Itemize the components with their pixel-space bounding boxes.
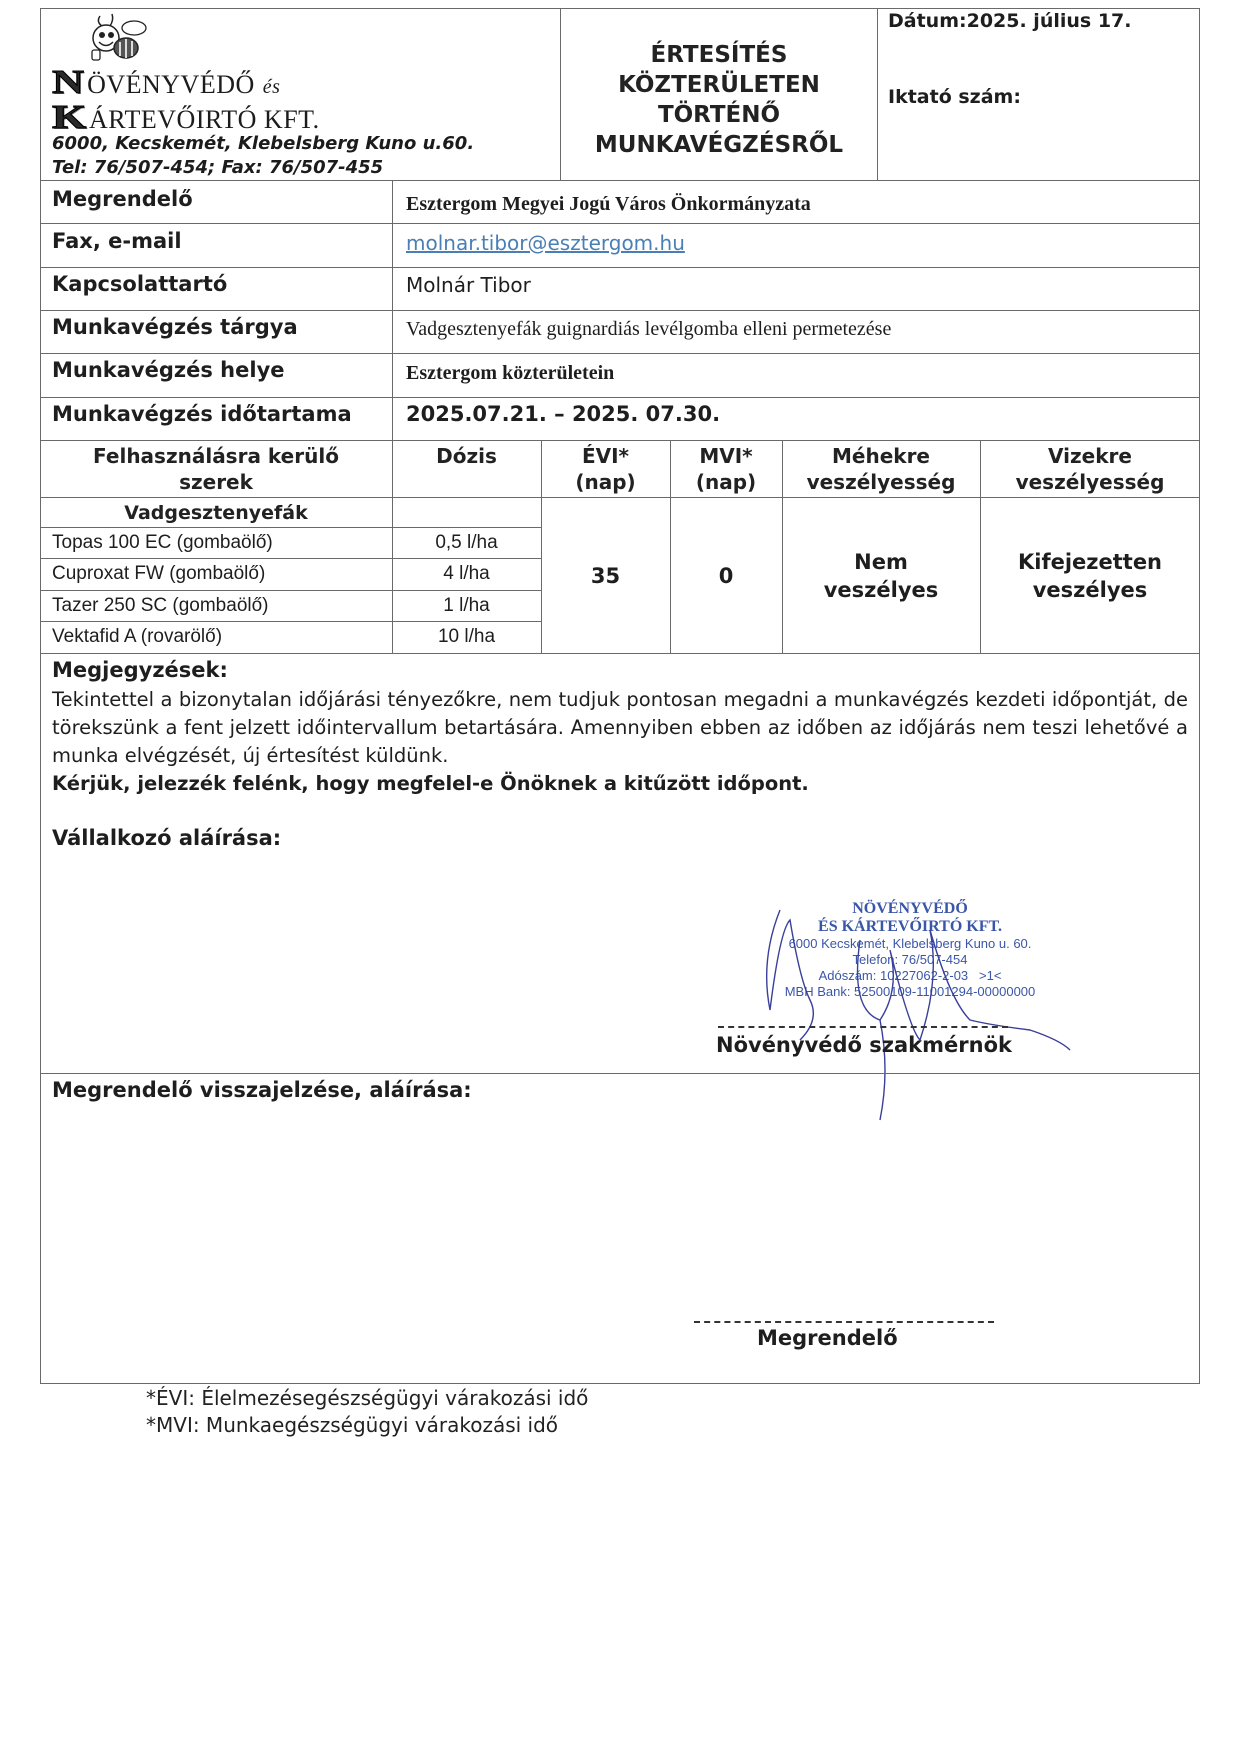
company-name-es: és [262,76,281,98]
stamp-line-1: NÖVÉNYVÉDŐ [852,900,968,917]
work-duration-value: 2025.07.21. – 2025. 07.30. [406,402,721,426]
contractor-signature-heading: Vállalkozó aláírása: [52,826,282,850]
row-rule [40,267,1200,268]
document-title [562,40,876,160]
email-link[interactable]: molnar.tibor@esztergom.hu [406,231,685,255]
stamp-line-6: MBH Bank: 52500109-11001294-00000000 [784,984,1036,999]
col-header-evi [541,443,670,495]
title-line-3: TÖRTÉNŐ [657,102,781,128]
work-duration-label: Munkavégzés időtartama [52,402,352,426]
product-name: Topas 100 EC (gombaölő) [52,532,273,553]
col-header-agents-line-1: Felhasználásra kerülő [93,444,339,468]
stamp-mark: >1< [979,968,1002,983]
product-dose: 10 l/ha [437,626,496,647]
header-bottom-rule [40,180,1200,181]
customer-section-rule [40,1073,1200,1074]
col-header-mvi-line-1: MVI* [699,444,753,468]
contact-person-label: Kapcsolattartó [52,272,228,296]
stamp-line-4: Telefon: 76/507-454 [852,952,968,967]
mvi-value: 0 [718,564,734,588]
work-location-label: Munkavégzés helye [52,358,285,382]
bees-hazard-line-2: veszélyes [823,578,939,602]
company-name-line-1 [52,64,280,102]
table-row-rule [40,590,541,591]
table-row-rule [40,558,541,559]
table-bottom-rule [40,653,1200,654]
company-address: 6000, Kecskemét, Klebelsberg Kuno u.60. [52,133,475,154]
work-subject-value: Vadgesztenyefák guignardiás levélgomba elleni permetezése [406,318,892,340]
stamp-tax-number: Adószám: 10227062-2-03 [818,968,969,983]
work-location-value: Esztergom közterületein [406,362,615,384]
product-dose: 0,5 l/ha [435,532,498,553]
customer-signature-line [694,1321,994,1323]
company-phone-fax: Tel: 76/507-454; Fax: 76/507-455 [52,157,384,178]
footnote-mvi: *MVI: Munkaegészségügyi várakozási idő [146,1413,559,1437]
col-header-water-line-2: veszélyesség [1015,470,1165,494]
stamp-line-2: ÉS KÁRTEVŐIRTÓ KFT. [818,918,1002,935]
customer-label: Megrendelő [52,187,193,211]
col-header-evi-line-1: ÉVI* [581,444,630,468]
company-name-part-2: ÁRTEVŐIRTÓ KFT. [88,105,320,134]
water-hazard-value [980,548,1200,604]
company-initial-n: N [52,64,85,101]
customer-value: Esztergom Megyei Jogú Város Önkormányzata [406,193,811,215]
title-line-2: KÖZTERÜLETEN [618,72,820,98]
col-header-bees [782,443,980,495]
col-header-dose: Dózis [436,444,497,468]
header-divider-2 [877,8,878,180]
filing-number-label: Iktató szám: [888,86,1021,108]
notes-text: Tekintettel a bizonytalan időjárási tényezőkre, nem tudjuk pontosan megadni a munkavégzés kezdeti időpontját, de törekszünk a fent jelzett időintervallum betartására. Amennyiben ebben az időben az időjárás nem teszi lehetővé a munka elvégzését, új értesítést küldünk. [52,688,1188,767]
title-line-4: MUNKAVÉGZÉSRŐL [594,132,844,158]
group-label: Vadgesztenyefák [124,502,308,524]
handwritten-signature-icon [740,890,1080,1130]
col-header-agents-line-2: szerek [179,470,253,494]
contractor-signature-line [718,1026,1008,1028]
header-divider-1 [560,8,561,180]
bees-hazard-value [782,548,980,604]
evi-value: 35 [590,564,621,588]
bee-mascot-icon [82,12,152,68]
company-name-line-2 [52,99,320,137]
col-header-mvi-line-2: (nap) [695,470,757,494]
table-row-rule [40,527,541,528]
footnote-evi: *ÉVI: Élelmezésegészségügyi várakozási idő [146,1386,589,1410]
customer-signature-caption: Megrendelő [757,1326,898,1350]
product-dose: 4 l/ha [443,563,490,584]
col-header-mvi [670,443,782,495]
row-rule [40,310,1200,311]
company-initial-k: K [52,99,88,136]
col-header-agents [40,443,392,495]
product-name: Cuproxat FW (gombaölő) [52,563,266,584]
product-dose: 1 l/ha [443,595,490,616]
row-rule [40,223,1200,224]
col-header-water [980,443,1200,495]
table-header-rule [40,497,1200,498]
document-date: Dátum:2025. július 17. [888,10,1132,32]
col-header-evi-line-2: (nap) [575,470,636,494]
col-header-bees-line-2: veszélyesség [806,470,956,494]
water-hazard-line-1: Kifejezetten [1017,550,1163,574]
bees-hazard-line-1: Nem [854,550,908,574]
product-name: Vektafid A (rovarölő) [52,626,223,647]
notes-request: Kérjük, jelezzék felénk, hogy megfelel-e Önöknek a kitűzött időpont. [52,772,809,795]
row-rule [40,440,1200,441]
customer-feedback-heading: Megrendelő visszajelzése, aláírása: [52,1078,472,1102]
contact-person-value: Molnár Tibor [406,273,531,297]
col-header-bees-line-1: Méhekre [832,444,930,468]
fax-email-label: Fax, e-mail [52,229,182,253]
product-name: Tazer 250 SC (gombaölő) [52,595,269,616]
stamp-line-3: 6000 Kecskemét, Klebelsberg Kuno u. 60. [788,936,1032,951]
title-line-1: ÉRTESÍTÉS [650,42,788,68]
contractor-signature-caption: Növényvédő szakmérnök [716,1033,1012,1057]
col-header-water-line-1: Vizekre [1048,444,1132,468]
row-rule [40,353,1200,354]
notes-body [52,686,1188,798]
water-hazard-line-2: veszélyes [1032,578,1148,602]
notes-heading: Megjegyzések: [52,658,228,682]
row-rule [40,397,1200,398]
table-row-rule [40,621,541,622]
work-subject-label: Munkavégzés tárgya [52,315,298,339]
company-name-part-1: ÖVÉNYVÉDŐ [87,70,255,99]
